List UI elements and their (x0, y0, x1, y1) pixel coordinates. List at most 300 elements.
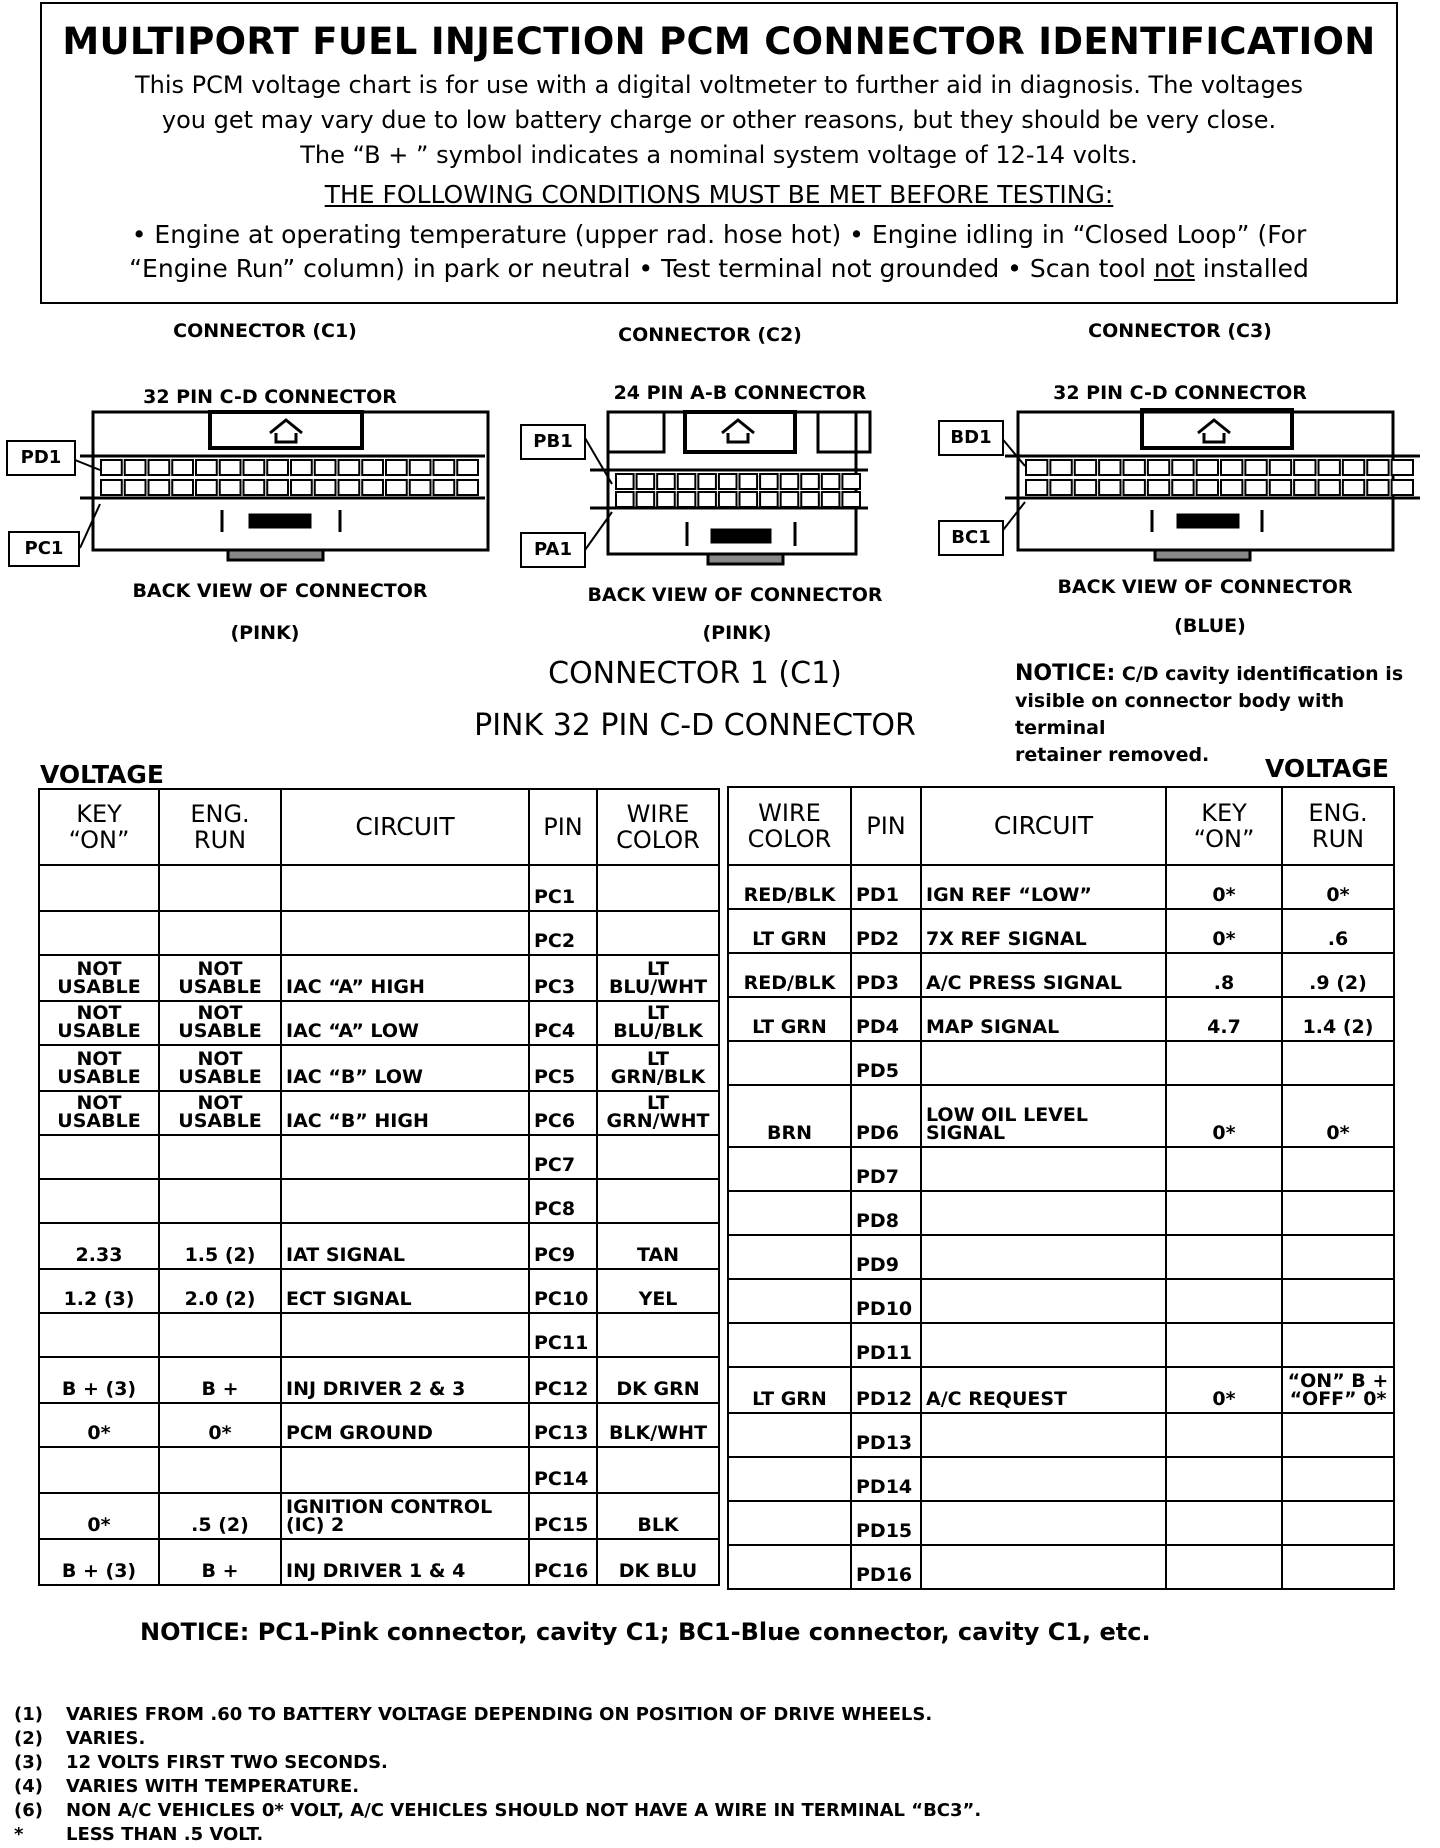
eng-run-cell: .5 (2) (159, 1493, 281, 1539)
connector-cavity (678, 492, 696, 507)
key-on-cell (39, 1135, 159, 1179)
key-on-cell: .8 (1166, 953, 1282, 997)
pin-cell: PD7 (851, 1147, 921, 1191)
table-row (39, 1269, 719, 1313)
wire-color-cell: LT BLU/BLK (597, 1001, 719, 1045)
connector-c3-view: BACK VIEW OF CONNECTOR (1057, 576, 1353, 598)
eng-run-cell: 1.4 (2) (1282, 997, 1394, 1041)
table-row (39, 1357, 719, 1403)
pin-cell: PD11 (851, 1323, 921, 1367)
header-circuit: CIRCUIT (921, 787, 1166, 865)
eng-run-cell (159, 911, 281, 955)
connector-cavity (149, 460, 170, 475)
eng-run-cell (159, 1179, 281, 1223)
table-row (728, 1545, 1394, 1589)
connector-cavity (267, 460, 288, 475)
footnote (14, 1776, 981, 1800)
table-row (728, 909, 1394, 953)
circuit-cell (921, 1501, 1166, 1545)
eng-run-cell (1282, 1279, 1394, 1323)
key-on-cell: 0* (1166, 1367, 1282, 1413)
key-on-cell (1166, 1235, 1282, 1279)
table-row (728, 1279, 1394, 1323)
connector-cavity (410, 460, 431, 475)
connector-cavity (822, 492, 840, 507)
eng-run-cell: NOT USABLE (159, 955, 281, 1001)
connector-cavity (1050, 460, 1071, 475)
circuit-cell (281, 1135, 529, 1179)
pin-cell: PC7 (529, 1135, 597, 1179)
circuit-cell (921, 1413, 1166, 1457)
eng-run-cell (1282, 1323, 1394, 1367)
connector-cavity (172, 480, 193, 495)
table-header-row (39, 789, 719, 865)
table-row (728, 997, 1394, 1041)
connector-cavity (637, 474, 655, 489)
key-on-cell (39, 1313, 159, 1357)
connector-cavity (1026, 460, 1047, 475)
circuit-cell: IAC “B” LOW (281, 1045, 529, 1091)
wire-color-cell (597, 1179, 719, 1223)
table-row (728, 1457, 1394, 1501)
eng-run-cell: .6 (1282, 909, 1394, 953)
connector-cavity (678, 474, 696, 489)
pin-cell: PC13 (529, 1403, 597, 1447)
table-row (728, 953, 1394, 997)
key-on-cell: 4.7 (1166, 997, 1282, 1041)
key-on-cell (39, 1179, 159, 1223)
wire-color-cell: TAN (597, 1223, 719, 1269)
connector-cavity (196, 460, 217, 475)
eng-run-cell (1282, 1413, 1394, 1457)
key-on-cell: NOT USABLE (39, 1091, 159, 1135)
footnote (14, 1824, 981, 1848)
circuit-cell (921, 1235, 1166, 1279)
table-row (728, 1323, 1394, 1367)
eng-run-cell (159, 1135, 281, 1179)
circuit-cell (281, 1313, 529, 1357)
footnote-text: VARIES. (66, 1728, 146, 1749)
pin-label-pc1: PC1 (8, 531, 80, 567)
key-on-cell: NOT USABLE (39, 1045, 159, 1091)
footnote-mark: * (14, 1824, 24, 1845)
circuit-cell (281, 1447, 529, 1493)
eng-run-cell: 2.0 (2) (159, 1269, 281, 1313)
table-header-row (728, 787, 1394, 865)
intro-line: The “B + ” symbol indicates a nominal system voltage of 12-14 volts. (300, 141, 1138, 169)
circuit-cell: MAP SIGNAL (921, 997, 1166, 1041)
eng-run-cell (1282, 1147, 1394, 1191)
circuit-cell (921, 1457, 1166, 1501)
footnote-text: LESS THAN .5 VOLT. (66, 1824, 264, 1845)
pin-cell: PD5 (851, 1041, 921, 1085)
wire-color-cell (728, 1323, 851, 1367)
circuit-cell: INJ DRIVER 2 & 3 (281, 1357, 529, 1403)
connector-cavity (291, 460, 312, 475)
circuit-cell (921, 1191, 1166, 1235)
voltage-label-left: VOLTAGE (40, 760, 165, 789)
connector-cavity (149, 480, 170, 495)
pin-cell: PC10 (529, 1269, 597, 1313)
wire-color-cell: LT GRN/WHT (597, 1091, 719, 1135)
pin-cell: PC12 (529, 1357, 597, 1403)
section-subtitle: PINK 32 PIN C-D CONNECTOR (474, 708, 916, 743)
connector-c2-color: (PINK) (702, 622, 772, 644)
connector-cavity (1245, 480, 1266, 495)
connector-cavity (1319, 480, 1340, 495)
connector-c1-view: BACK VIEW OF CONNECTOR (132, 580, 428, 602)
bottom-notice: NOTICE: PC1-Pink connector, cavity C1; BC1-Blue connector, cavity C1, etc. (140, 1618, 1151, 1646)
connector-cavity (1172, 480, 1193, 495)
pin-cell: PC4 (529, 1001, 597, 1045)
connector-cavity (1367, 480, 1388, 495)
connector-c1-color: (PINK) (230, 622, 300, 644)
cavity-grid (101, 460, 1413, 507)
header-key-on: KEY “ON” (39, 789, 159, 865)
key-on-cell (39, 865, 159, 911)
table-row (39, 1539, 719, 1585)
connector-cavity (1099, 460, 1120, 475)
pin-cell: PD2 (851, 909, 921, 953)
footnote-mark: (3) (14, 1752, 43, 1773)
footnote (14, 1704, 981, 1728)
right-pin-table (727, 786, 1395, 1590)
pin-cell: PC5 (529, 1045, 597, 1091)
pin-cell: PC14 (529, 1447, 597, 1493)
connector-cavity (1221, 460, 1242, 475)
key-on-cell (1166, 1147, 1282, 1191)
connector-cavity (125, 460, 146, 475)
table-row (728, 1501, 1394, 1545)
eng-run-cell: NOT USABLE (159, 1045, 281, 1091)
pin-label-bc1: BC1 (938, 520, 1004, 556)
header-wire-color: WIRE COLOR (728, 787, 851, 865)
connector-cavity (291, 480, 312, 495)
key-on-cell: 0* (1166, 909, 1282, 953)
footnote-text: VARIES FROM .60 TO BATTERY VOLTAGE DEPENDING ON POSITION OF DRIVE WHEELS. (66, 1704, 933, 1725)
eng-run-cell (159, 1447, 281, 1493)
connector-cavity (1343, 480, 1364, 495)
circuit-cell: LOW OIL LEVEL SIGNAL (921, 1085, 1166, 1147)
circuit-cell: ECT SIGNAL (281, 1269, 529, 1313)
key-on-cell (1166, 1191, 1282, 1235)
wire-color-cell: DK GRN (597, 1357, 719, 1403)
wire-color-cell: LT GRN (728, 997, 851, 1041)
eng-run-cell: .9 (2) (1282, 953, 1394, 997)
key-on-cell: B + (3) (39, 1539, 159, 1585)
table-row (39, 1179, 719, 1223)
connector-cavity (1124, 480, 1145, 495)
connector-c3-title: CONNECTOR (C3) (1088, 320, 1272, 342)
connector-cavity (220, 480, 241, 495)
eng-run-cell: NOT USABLE (159, 1001, 281, 1045)
connector-cavity (1026, 480, 1047, 495)
pin-cell: PC3 (529, 955, 597, 1001)
footnotes (14, 1704, 981, 1848)
key-on-cell (1166, 1279, 1282, 1323)
wire-color-cell: LT GRN (728, 909, 851, 953)
footnote-text: 12 VOLTS FIRST TWO SECONDS. (66, 1752, 388, 1773)
connector-cavity (1172, 460, 1193, 475)
connector-cavity (315, 460, 336, 475)
pin-cell: PC16 (529, 1539, 597, 1585)
header-key-on: KEY “ON” (1166, 787, 1282, 865)
connector-cavity (1075, 460, 1096, 475)
key-on-cell: 0* (1166, 1085, 1282, 1147)
pin-cell: PC8 (529, 1179, 597, 1223)
circuit-cell: 7X REF SIGNAL (921, 909, 1166, 953)
pin-cell: PD3 (851, 953, 921, 997)
pin-cell: PD1 (851, 865, 921, 909)
eng-run-cell: 0* (1282, 1085, 1394, 1147)
connector-cavity (1124, 460, 1145, 475)
wire-color-cell (728, 1147, 851, 1191)
key-on-cell (1166, 1457, 1282, 1501)
connector-cavity (1245, 460, 1266, 475)
pin-label-pd1: PD1 (6, 440, 76, 476)
eng-run-cell: “ON” B + “OFF” 0* (1282, 1367, 1394, 1413)
footnote-mark: (1) (14, 1704, 43, 1725)
circuit-cell: A/C PRESS SIGNAL (921, 953, 1166, 997)
eng-run-cell (159, 865, 281, 911)
connector-cavity (315, 480, 336, 495)
connector-cavity (616, 492, 634, 507)
wire-color-cell (597, 1447, 719, 1493)
connector-cavity (1294, 480, 1315, 495)
connector-cavity (1270, 460, 1291, 475)
table-row (728, 1085, 1394, 1147)
section-title: CONNECTOR 1 (C1) (548, 656, 842, 691)
table-row (39, 1091, 719, 1135)
table-row (39, 1223, 719, 1269)
eng-run-cell (159, 1313, 281, 1357)
wire-color-cell (728, 1279, 851, 1323)
pin-label-bd1: BD1 (938, 420, 1004, 456)
cavity-notice: NOTICE: C/D cavity identification is visible on connector body with terminal retainer removed. (1015, 661, 1404, 766)
connector-cavity (457, 480, 478, 495)
connector-cavity (1050, 480, 1071, 495)
connector-cavity (386, 480, 407, 495)
circuit-cell (921, 1279, 1166, 1323)
connector-cavity (172, 460, 193, 475)
key-on-cell (39, 911, 159, 955)
wire-color-cell (597, 911, 719, 955)
connector-cavity (1294, 460, 1315, 475)
table-row (728, 865, 1394, 909)
connector-cavity (822, 474, 840, 489)
wire-color-cell: LT GRN/BLK (597, 1045, 719, 1091)
connector-cavity (781, 492, 799, 507)
connector-cavity (801, 492, 819, 507)
connector-cavity (196, 480, 217, 495)
connector-c2-view: BACK VIEW OF CONNECTOR (587, 584, 883, 606)
footnote (14, 1728, 981, 1752)
connector-cavity (1319, 460, 1340, 475)
connector-cavity (434, 480, 455, 495)
wire-color-cell (728, 1235, 851, 1279)
eng-run-cell: B + (159, 1357, 281, 1403)
connector-cavity (842, 474, 860, 489)
pin-cell: PD15 (851, 1501, 921, 1545)
circuit-cell (281, 911, 529, 955)
circuit-cell: IGN REF “LOW” (921, 865, 1166, 909)
pin-cell: PD4 (851, 997, 921, 1041)
table-row (728, 1147, 1394, 1191)
pin-cell: PD6 (851, 1085, 921, 1147)
connector-cavity (1197, 460, 1218, 475)
connector-cavity (1343, 460, 1364, 475)
left-pin-table (38, 788, 720, 1586)
circuit-cell: IGNITION CONTROL (IC) 2 (281, 1493, 529, 1539)
connector-cavity (101, 480, 122, 495)
connector-cavity (637, 492, 655, 507)
connector-cavity (1367, 460, 1388, 475)
eng-run-cell: 1.5 (2) (159, 1223, 281, 1269)
pin-cell: PD10 (851, 1279, 921, 1323)
intro-line: you get may vary due to low battery charge or other reasons, but they should be very close. (161, 106, 1277, 134)
connector-c1-type: 32 PIN C-D CONNECTOR (143, 386, 397, 408)
table-row (728, 1191, 1394, 1235)
key-on-cell: 0* (1166, 865, 1282, 909)
connector-cavity (760, 492, 778, 507)
key-on-cell (1166, 1323, 1282, 1367)
eng-run-cell: NOT USABLE (159, 1091, 281, 1135)
connector-cavity (1075, 480, 1096, 495)
connector-cavity (101, 460, 122, 475)
wire-color-cell: RED/BLK (728, 953, 851, 997)
wire-color-cell: LT GRN (728, 1367, 851, 1413)
wire-color-cell (597, 1135, 719, 1179)
wire-color-cell (728, 1041, 851, 1085)
circuit-cell (921, 1545, 1166, 1589)
key-on-cell: 0* (39, 1493, 159, 1539)
connector-c2-title: CONNECTOR (C2) (618, 324, 802, 346)
footnote (14, 1800, 981, 1824)
connector-cavity (719, 492, 737, 507)
circuit-cell: PCM GROUND (281, 1403, 529, 1447)
key-on-cell (1166, 1413, 1282, 1457)
pin-label-pb1: PB1 (520, 424, 586, 460)
wire-color-cell (728, 1545, 851, 1589)
connector-cavity (339, 460, 360, 475)
key-on-cell: B + (3) (39, 1357, 159, 1403)
footnote-mark: (4) (14, 1776, 43, 1797)
eng-run-cell: 0* (159, 1403, 281, 1447)
connector-cavity (1221, 480, 1242, 495)
table-row (728, 1235, 1394, 1279)
table-row (39, 1313, 719, 1357)
pin-cell: PC6 (529, 1091, 597, 1135)
circuit-cell (921, 1147, 1166, 1191)
connector-cavity (1197, 480, 1218, 495)
pin-cell: PC9 (529, 1223, 597, 1269)
connector-cavity (362, 460, 383, 475)
connector-cavity (616, 474, 634, 489)
connector-c2-type: 24 PIN A-B CONNECTOR (613, 382, 867, 404)
pin-cell: PD9 (851, 1235, 921, 1279)
connector-cavity (410, 480, 431, 495)
connector-c3-type: 32 PIN C-D CONNECTOR (1053, 382, 1307, 404)
connector-cavity (842, 492, 860, 507)
connector-cavity (801, 474, 819, 489)
circuit-cell: IAC “A” HIGH (281, 955, 529, 1001)
eng-run-cell (1282, 1041, 1394, 1085)
wire-color-cell (728, 1191, 851, 1235)
table-row (39, 1135, 719, 1179)
circuit-cell (281, 865, 529, 911)
connector-cavity (657, 474, 675, 489)
connector-cavity (1148, 480, 1169, 495)
wire-color-cell: DK BLU (597, 1539, 719, 1585)
pin-cell: PC11 (529, 1313, 597, 1357)
connector-cavity (267, 480, 288, 495)
circuit-cell: INJ DRIVER 1 & 4 (281, 1539, 529, 1585)
eng-run-cell: 0* (1282, 865, 1394, 909)
wire-color-cell: LT BLU/WHT (597, 955, 719, 1001)
connector-cavity (740, 474, 758, 489)
connector-cavity (698, 474, 716, 489)
wire-color-cell (728, 1457, 851, 1501)
conditions-title: THE FOLLOWING CONDITIONS MUST BE MET BEFORE TESTING: (324, 180, 1114, 209)
connector-cavity (386, 460, 407, 475)
table-row (728, 1367, 1394, 1413)
header-circuit: CIRCUIT (281, 789, 529, 865)
pin-cell: PD13 (851, 1413, 921, 1457)
header-eng-run: ENG. RUN (159, 789, 281, 865)
eng-run-cell (1282, 1191, 1394, 1235)
connector-cavity (457, 460, 478, 475)
wire-color-cell: RED/BLK (728, 865, 851, 909)
header-eng-run: ENG. RUN (1282, 787, 1394, 865)
key-on-cell: 0* (39, 1403, 159, 1447)
connector-cavity (125, 480, 146, 495)
pin-cell: PC1 (529, 865, 597, 911)
footnote-text: VARIES WITH TEMPERATURE. (66, 1776, 360, 1797)
wire-color-cell (597, 865, 719, 911)
connector-cavity (740, 492, 758, 507)
connector-cavity (698, 492, 716, 507)
wire-color-cell: BRN (728, 1085, 851, 1147)
table-row (728, 1041, 1394, 1085)
circuit-cell (921, 1041, 1166, 1085)
footnote-mark: (2) (14, 1728, 43, 1749)
connector-c3-color: (BLUE) (1174, 615, 1246, 637)
key-on-cell: NOT USABLE (39, 955, 159, 1001)
key-on-cell (39, 1447, 159, 1493)
wire-color-cell (597, 1313, 719, 1357)
table-row (39, 1493, 719, 1539)
conditions-list (42, 218, 1396, 286)
connector-cavity (339, 480, 360, 495)
voltage-label-right: VOLTAGE (1265, 754, 1390, 783)
header-wire-color: WIRE COLOR (597, 789, 719, 865)
connector-cavity (362, 480, 383, 495)
eng-run-cell: B + (159, 1539, 281, 1585)
pin-cell: PC2 (529, 911, 597, 955)
connector-cavity (1099, 480, 1120, 495)
circuit-cell (281, 1179, 529, 1223)
key-on-cell (1166, 1041, 1282, 1085)
connector-cavity (781, 474, 799, 489)
key-on-cell: 1.2 (3) (39, 1269, 159, 1313)
footnote (14, 1752, 981, 1776)
connector-cavity (1392, 460, 1413, 475)
intro-line: This PCM voltage chart is for use with a digital voltmeter to further aid in diagnosis. The voltages (135, 71, 1303, 99)
condition-line: • Engine at operating temperature (upper rad. hose hot) • Engine idling in “Closed Loop” (For (131, 220, 1307, 249)
pin-cell: PD12 (851, 1367, 921, 1413)
connector-c1-title: CONNECTOR (C1) (173, 320, 357, 342)
wire-color-cell: YEL (597, 1269, 719, 1313)
